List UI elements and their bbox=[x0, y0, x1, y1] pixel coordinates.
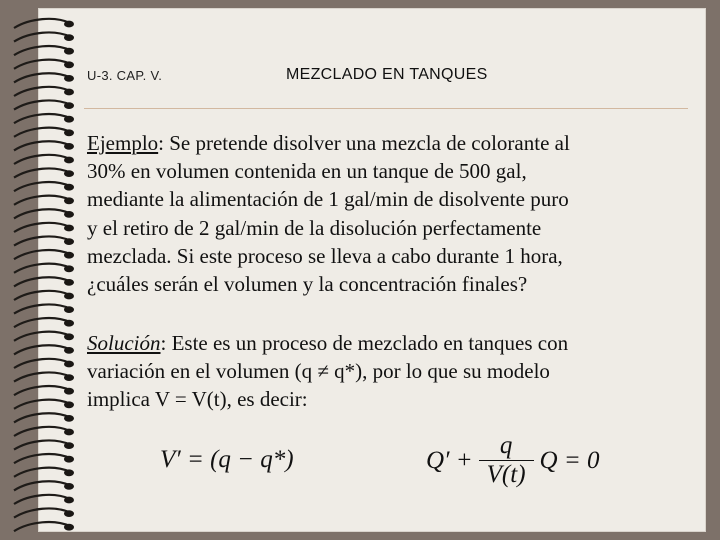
example-line-5: mezclada. Si este proceso se lleva a cabo durante 1 hora, bbox=[87, 243, 563, 268]
binding-hole bbox=[64, 293, 74, 300]
solution-label: Solución bbox=[87, 331, 161, 355]
binding-hole bbox=[64, 361, 74, 368]
binding-hole bbox=[64, 469, 74, 476]
binding-ring bbox=[14, 522, 70, 531]
binding-hole bbox=[64, 510, 74, 517]
binding-hole bbox=[64, 197, 74, 204]
binding-hole bbox=[64, 34, 74, 41]
example-paragraph bbox=[87, 129, 687, 298]
binding-hole bbox=[64, 211, 74, 218]
binding-hole bbox=[64, 102, 74, 109]
binding-hole bbox=[64, 75, 74, 82]
binding-ring bbox=[14, 128, 70, 137]
binding-hole bbox=[64, 429, 74, 436]
binding-ring bbox=[14, 427, 70, 436]
example-line-1: Ejemplo: Se pretende disolver una mezcla de colorante al bbox=[87, 131, 570, 155]
binding-hole bbox=[64, 89, 74, 96]
binding-hole bbox=[64, 456, 74, 463]
binding-ring bbox=[14, 400, 70, 409]
spiral-binding-icon bbox=[0, 0, 80, 540]
binding-hole bbox=[64, 306, 74, 313]
binding-ring bbox=[14, 114, 70, 123]
binding-ring bbox=[14, 318, 70, 327]
binding-hole bbox=[64, 143, 74, 150]
binding-ring bbox=[14, 46, 70, 55]
binding-hole bbox=[64, 265, 74, 272]
eq2-lhs: Q′ + bbox=[426, 446, 473, 474]
binding-ring bbox=[14, 454, 70, 463]
page-title: MEZCLADO EN TANQUES bbox=[286, 66, 488, 83]
binding-hole bbox=[64, 225, 74, 232]
eq2-denominator: V(t) bbox=[486, 461, 526, 488]
example-line-6: ¿cuáles serán el volumen y la concentración finales? bbox=[87, 272, 528, 297]
binding-ring bbox=[14, 100, 70, 109]
binding-hole bbox=[64, 401, 74, 408]
solution-line-1: Solución: Este es un proceso de mezclado en tanques con bbox=[87, 331, 569, 355]
binding-hole bbox=[64, 415, 74, 422]
solution-line-3: implica V = V(t), es decir: bbox=[87, 387, 308, 412]
binding-ring bbox=[14, 359, 70, 368]
binding-ring bbox=[14, 19, 70, 28]
binding-ring bbox=[14, 250, 70, 259]
binding-ring bbox=[14, 332, 70, 341]
binding-ring bbox=[14, 468, 70, 477]
binding-hole bbox=[64, 48, 74, 55]
binding-hole bbox=[64, 347, 74, 354]
binding-hole bbox=[64, 116, 74, 123]
binding-ring bbox=[14, 87, 70, 96]
binding-ring bbox=[14, 413, 70, 422]
binding-ring bbox=[14, 32, 70, 41]
binding-ring bbox=[14, 141, 70, 150]
binding-hole bbox=[64, 170, 74, 177]
example-label: Ejemplo bbox=[87, 131, 159, 155]
binding-ring bbox=[14, 345, 70, 354]
binding-ring bbox=[14, 386, 70, 395]
binding-ring bbox=[14, 440, 70, 449]
solution-line-2: variación en el volumen (q ≠ q*), por lo que su modelo bbox=[87, 359, 550, 384]
binding-ring bbox=[14, 495, 70, 504]
equation-concentration bbox=[426, 432, 599, 489]
binding-ring bbox=[14, 277, 70, 286]
binding-hole bbox=[64, 129, 74, 136]
example-line-2: 30% en volumen contenida en un tanque de 500 gal, bbox=[87, 159, 527, 184]
binding-ring bbox=[14, 73, 70, 82]
binding-ring bbox=[14, 196, 70, 205]
binding-ring bbox=[14, 481, 70, 490]
binding-hole bbox=[64, 442, 74, 449]
example-line-3: mediante la alimentación de 1 gal/min de disolvente puro bbox=[87, 187, 569, 212]
binding-hole bbox=[64, 333, 74, 340]
binding-ring bbox=[14, 182, 70, 191]
binding-ring bbox=[14, 264, 70, 273]
binding-hole bbox=[64, 157, 74, 164]
eq2-rhs: Q = 0 bbox=[539, 446, 600, 474]
binding-ring bbox=[14, 223, 70, 232]
header-divider bbox=[84, 108, 688, 109]
binding-ring bbox=[14, 60, 70, 69]
example-line-4: y el retiro de 2 gal/min de la disolución perfectamente bbox=[87, 215, 542, 240]
binding-hole bbox=[64, 61, 74, 68]
binding-ring bbox=[14, 236, 70, 245]
binding-hole bbox=[64, 497, 74, 504]
equation-volume: V′ = (q − q*) bbox=[160, 446, 294, 473]
binding-hole bbox=[64, 184, 74, 191]
binding-hole bbox=[64, 388, 74, 395]
binding-ring bbox=[14, 304, 70, 313]
binding-hole bbox=[64, 320, 74, 327]
eq2-numerator: q bbox=[479, 432, 534, 461]
binding-ring bbox=[14, 508, 70, 517]
binding-ring bbox=[14, 168, 70, 177]
binding-hole bbox=[64, 374, 74, 381]
binding-ring bbox=[14, 291, 70, 300]
binding-hole bbox=[64, 279, 74, 286]
binding-ring bbox=[14, 372, 70, 381]
solution-paragraph bbox=[87, 329, 687, 414]
binding-ring bbox=[14, 209, 70, 218]
binding-hole bbox=[64, 483, 74, 490]
binding-hole bbox=[64, 21, 74, 28]
binding-hole bbox=[64, 524, 74, 531]
binding-ring bbox=[14, 155, 70, 164]
binding-hole bbox=[64, 238, 74, 245]
chapter-label: U-3. CAP. V. bbox=[87, 68, 163, 83]
binding-hole bbox=[64, 252, 74, 259]
